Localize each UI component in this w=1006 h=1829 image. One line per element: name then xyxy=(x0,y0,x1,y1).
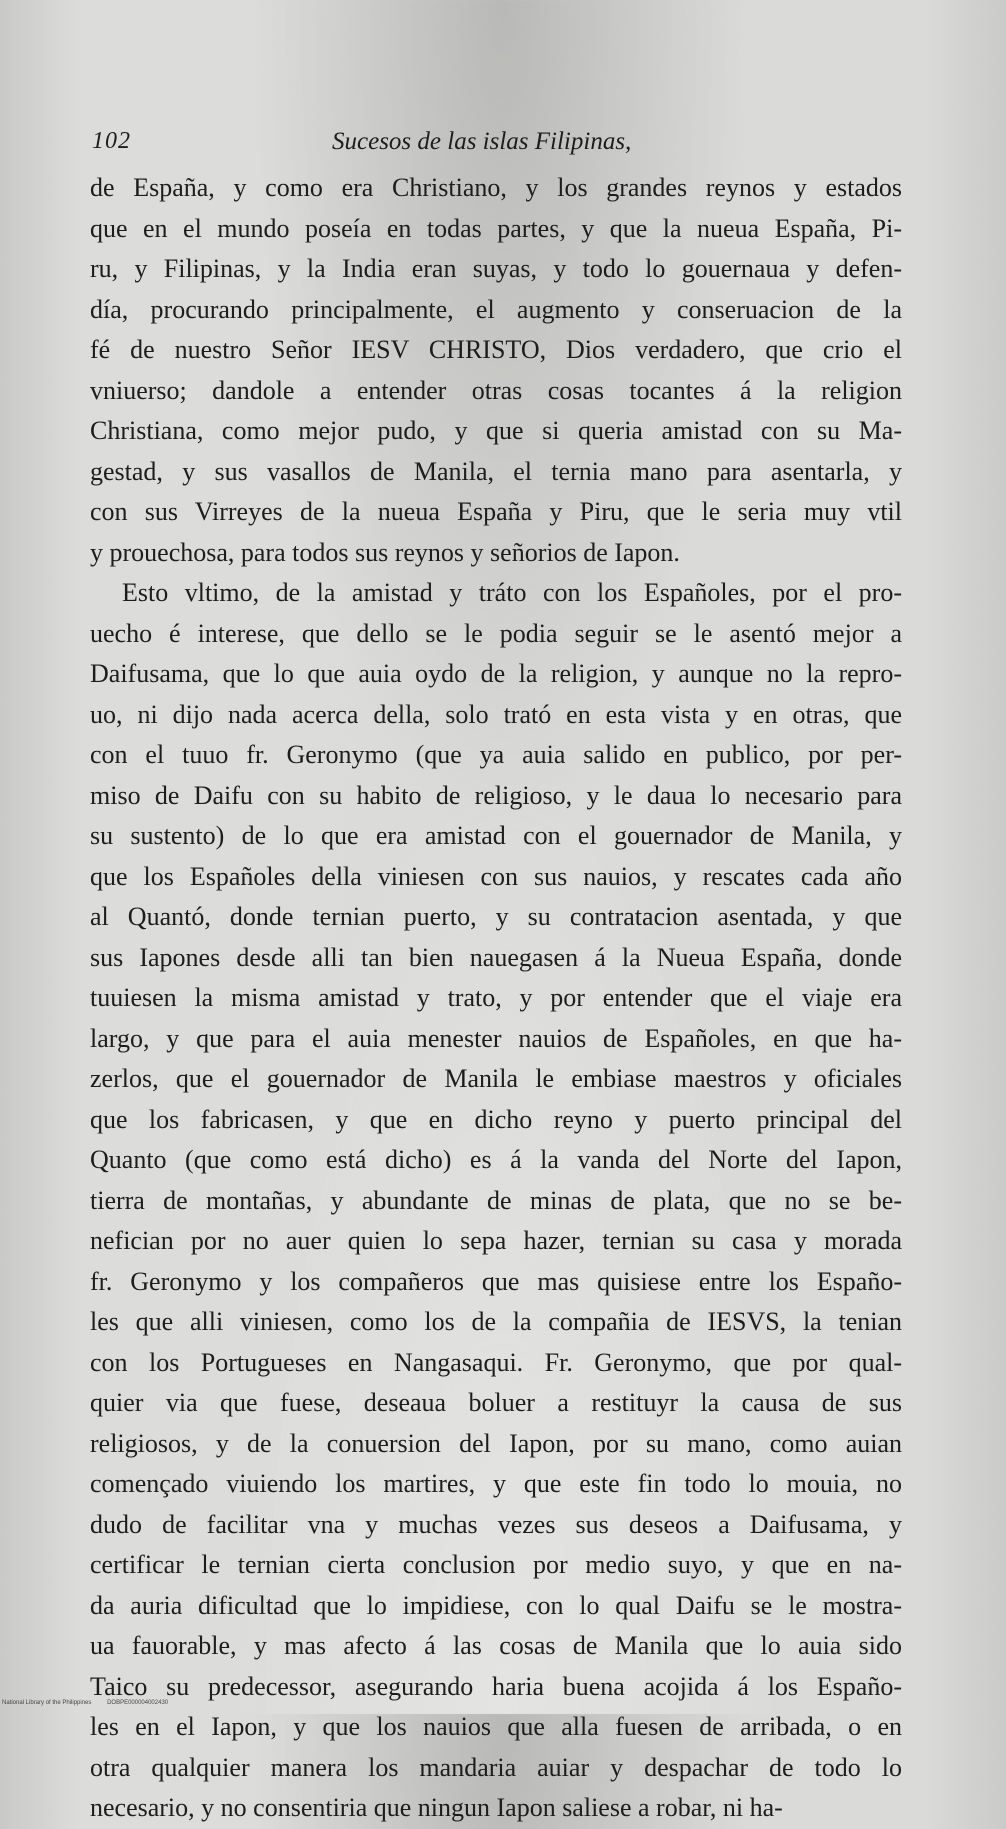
text-line: religiosos, y de la conuersion del Iapon, por su mano, como auian xyxy=(90,1428,902,1458)
text-line: que los Españoles della viniesen con sus nauios, y rescates cada año xyxy=(90,861,902,891)
text-line: certificar le ternian cierta conclusion por medio suyo, y que en na- xyxy=(90,1550,902,1579)
text-line: tuuiesen la misma amistad y trato, y por entender que el viaje era xyxy=(90,983,902,1012)
text-line: vniuerso; dandole a entender otras cosas tocantes á la religion xyxy=(90,375,902,405)
scan-footer xyxy=(2,1700,182,1706)
text-line: uo, ni dijo nada acerca della, solo trató en esta vista y en otras, que xyxy=(90,699,902,729)
text-line: Daifusama, que lo que auia oydo de la religion, y aunque no la repro- xyxy=(90,659,902,688)
text-line: de España, y como era Christiano, y los grandes reynos y estados xyxy=(90,173,902,202)
text-line: miso de Daifu con su habito de religioso, y le daua lo necesario para xyxy=(90,780,902,810)
running-head xyxy=(92,128,902,164)
text-line: Quanto (que como está dicho) es á la vanda del Norte del Iapon, xyxy=(90,1145,902,1174)
text-line: y prouechosa, para todos sus reynos y señorios de Iapon. xyxy=(90,537,680,567)
text-line: zerlos, que el gouernador de Manila le embiase maestros y oficiales xyxy=(90,1064,902,1093)
text-line: tierra de montañas, y abundante de minas de plata, que no se be- xyxy=(90,1185,902,1215)
text-line: da auria dificultad que lo impidiese, con lo qual Daifu se le mostra- xyxy=(90,1590,902,1620)
text-line: les que alli viniesen, como los de la compañia de IESVS, la tenian xyxy=(90,1307,902,1336)
text-line: començado viuiendo los martires, y que este fin todo lo mouia, no xyxy=(90,1469,902,1498)
text-line: les en el Iapon, y que los nauios que alla fuesen de arribada, o en xyxy=(90,1712,902,1741)
text-line: fr. Geronymo y los compañeros que mas quisiese entre los Españo- xyxy=(90,1266,902,1296)
scan-code: DOBPE000004002430 xyxy=(107,1700,169,1706)
text-line: que los fabricasen, y que en dicho reyno y puerto principal del xyxy=(90,1104,902,1134)
text-line: quier via que fuese, deseaua boluer a restituyr la causa de sus xyxy=(90,1388,902,1417)
text-line: su sustento) de lo que era amistad con el gouernador de Manila, y xyxy=(90,821,902,850)
text-line: con el tuuo fr. Geronymo (que ya auia salido en publico, por per- xyxy=(90,740,902,769)
text-line: uecho é interese, que dello se le podia seguir se le asentó mejor a xyxy=(90,618,902,648)
text-line: largo, y que para el auia menester nauios de Españoles, en que ha- xyxy=(90,1023,902,1053)
text-line: con los Portugueses en Nangasaqui. Fr. Geronymo, que por qual- xyxy=(90,1347,902,1377)
text-line: sus Iapones desde alli tan bien nauegasen á la Nueua España, donde xyxy=(90,942,902,972)
text-line: ru, y Filipinas, y la India eran suyas, y todo lo gouernaua y defen- xyxy=(90,254,902,283)
text-line: día, procurando principalmente, el augmento y conseruacion de la xyxy=(90,294,902,324)
page-number: 102 xyxy=(92,128,131,154)
text-line: ua fauorable, y mas afecto á las cosas de Manila que lo auia sido xyxy=(90,1631,902,1660)
text-line: dudo de facilitar vna y muchas vezes sus deseos a Daifusama, y xyxy=(90,1509,902,1539)
text-line: que en el mundo poseía en todas partes, y que la nueua España, Pi- xyxy=(90,213,902,243)
text-line: al Quantó, donde ternian puerto, y su contratacion asentada, y que xyxy=(90,902,902,931)
header-title: Sucesos de las islas Filipinas, xyxy=(332,128,632,155)
text-line: Christiana, como mejor pudo, y que si queria amistad con su Ma- xyxy=(90,416,902,445)
text-line: otra qualquier manera los mandaria auiar y despachar de todo lo xyxy=(90,1752,902,1782)
text-line: nefician por no auer quien lo sepa hazer, ternian su casa y morada xyxy=(90,1226,902,1255)
body-text xyxy=(90,168,902,1829)
text-line: Taico su predecessor, asegurando haria buena acojida á los Españo- xyxy=(90,1671,902,1701)
text-line: Esto vltimo, de la amistad y tráto con los Españoles, por el pro- xyxy=(122,578,902,607)
library-credit: National Library of the Philippines xyxy=(2,1700,92,1706)
text-line: fé de nuestro Señor IESV CHRISTO, Dios verdadero, que crio el xyxy=(90,335,902,364)
text-line: necesario, y no consentiria que ningun Iapon saliese a robar, ni ha- xyxy=(90,1793,783,1822)
text-line: gestad, y sus vasallos de Manila, el ternia mano para asentarla, y xyxy=(90,456,902,486)
text-line: con sus Virreyes de la nueua España y Piru, que le seria muy vtil xyxy=(90,497,902,526)
